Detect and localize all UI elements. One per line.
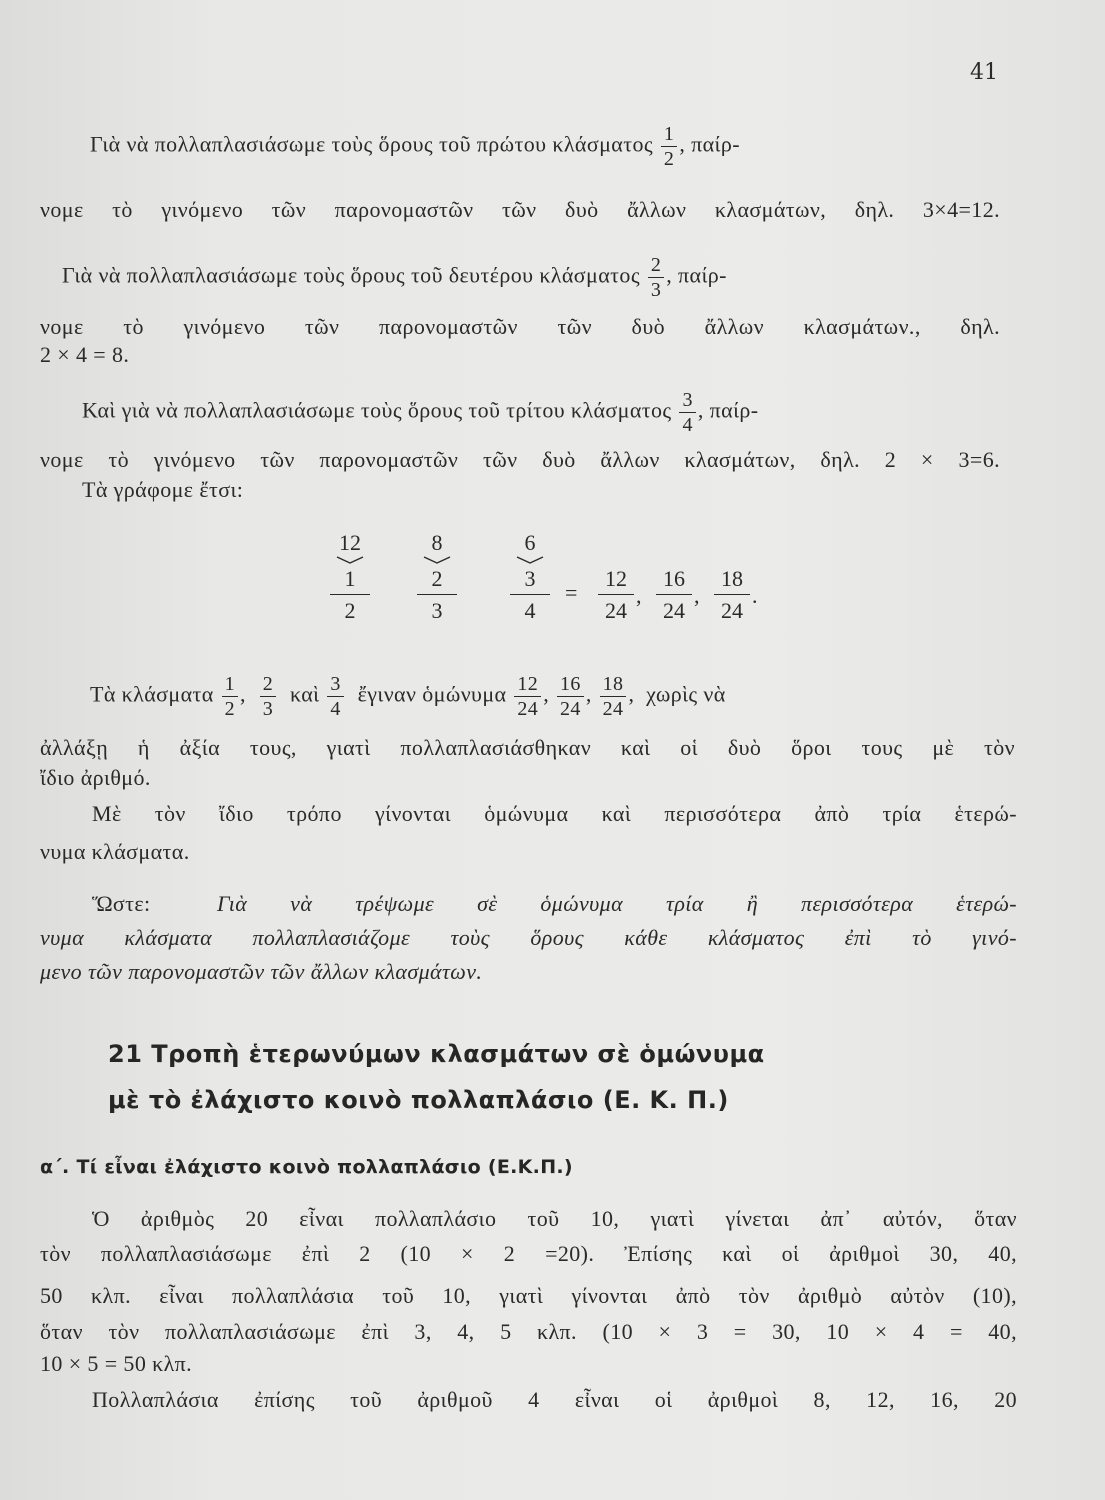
fraction-bar-1 — [330, 594, 370, 595]
fraction-1-2-b: $\frac{1}{2}$ — [222, 674, 238, 719]
p6-line3: μενο τῶν παρονομαστῶν τῶν ἄλλων κλασμάτων. — [40, 959, 483, 984]
p2-line2: νομε τὸ γινόμενο τῶν παρονομαστῶν τῶν δυὸ ἄλλων κλασμάτων., δηλ. — [40, 314, 1000, 339]
denominator-1: 2 — [344, 598, 356, 623]
result-num-2: 16 — [663, 566, 685, 591]
p6-line1 — [92, 892, 1017, 916]
result-bar-3 — [714, 594, 750, 595]
p6-line2: νυμα κλάσματα πολλαπλασιάζομε τοὺς ὅρους κάθε κλάσματος ἐπὶ τὸ γινό- — [40, 925, 1017, 950]
numerator-2: 2 — [431, 566, 443, 591]
p3-text: Καὶ γιὰ νὰ πολλαπλασιάσωμε τοὺς ὅρους τοῦ τρίτου κλάσματος — [82, 397, 672, 423]
p7-line4: ὅταν τὸν πολλαπλασιάσωμε ἐπὶ 3, 4, 5 κλπ. (10 × 3 = 30, 10 × 4 = 40, — [40, 1319, 1017, 1344]
fraction-3-4: $\frac{3}{4}$ — [679, 390, 695, 435]
multiplier-1: 12 — [339, 530, 361, 555]
p4-line3: ἴδιο ἀριθμό. — [40, 765, 151, 790]
result-den-2: 24 — [663, 598, 685, 623]
p7-line2: τὸν πολλαπλασιάσωμε ἐπὶ 2 (10 × 2 =20). Ἐπίσης καὶ οἱ ἀριθμοὶ 30, 40, — [40, 1241, 1017, 1266]
fraction-bar-3 — [510, 594, 550, 595]
multiplier-mark-3 — [516, 556, 544, 564]
fraction-3-4-b: $\frac{3}{4}$ — [327, 674, 343, 719]
multiplier-mark-2 — [423, 556, 451, 564]
equals-sign: = — [565, 580, 578, 605]
p6-rule-text: Γιὰ νὰ τρέψωμε σὲ ὁμώνυμα τρία ἢ περισσότερα ἑτερώ- — [217, 891, 1017, 916]
p4-line1: Τὰ κλάσματα $\frac{1}{2}$ , $\frac{2}{3}$ καὶ $\frac{3}{4}$ ἔγιναν ὁμώνυμα $\frac{12}{24}$ , $\frac{16}{24}$ , $\frac{18}{24}$ , χωρὶς νὰ — [90, 673, 726, 720]
p3-text-end: , παίρ- — [697, 397, 759, 423]
section-title-line2: μὲ τὸ ἐλάχιστο κοινὸ πολλαπλάσιο (Ε. Κ. Π.) — [108, 1086, 729, 1114]
result-comma-2: , — [694, 583, 700, 608]
p7-line3: 50 κλπ. εἶναι πολλαπλάσια τοῦ 10, γιατὶ γίνονται ἀπὸ τὸν ἀριθμὸ αὐτὸν (10), — [40, 1283, 1017, 1308]
p1-line2: νομε τὸ γινόμενο τῶν παρονομαστῶν τῶν δυὸ ἄλλων κλασμάτων, δηλ. 3×4=12. — [40, 197, 1000, 222]
result-comma-1: , — [636, 583, 642, 608]
p6-lead: Ὥστε: — [92, 891, 151, 916]
result-den-3: 24 — [721, 598, 743, 623]
p1-text-end: , παίρ- — [679, 131, 740, 157]
p1-line1 — [90, 124, 1000, 169]
denominator-2: 3 — [431, 598, 443, 623]
fraction-2-3: $\frac{2}{3}$ — [648, 255, 664, 300]
result-num-1: 12 — [605, 566, 627, 591]
p4-line2: ἀλλάξῃ ἡ ἀξία τους, γιατὶ πολλαπλασιάσθηκαν καὶ οἱ δυὸ ὅροι τους μὲ τὸν — [40, 735, 1015, 760]
p4-suffix: χωρὶς νὰ — [646, 681, 726, 707]
p2-text: Γιὰ νὰ πολλαπλασιάσωμε τοὺς ὅρους τοῦ δευτέρου κλάσματος — [62, 262, 640, 288]
p5-line2: νυμα κλάσματα. — [40, 839, 190, 864]
page-number: 41 — [970, 60, 998, 85]
section-title-line1: 21 Τροπὴ ἑτερωνύμων κλασμάτων σὲ ὁμώνυμα — [108, 1040, 765, 1068]
p1-text: Γιὰ νὰ πολλαπλασιάσωμε τοὺς ὅρους τοῦ πρώτου κλάσματος — [90, 131, 653, 157]
multiplier-3: 6 — [524, 530, 536, 555]
p3-line1 — [82, 390, 1002, 435]
p5-line1: Μὲ τὸν ἴδιο τρόπο γίνονται ὁμώνυμα καὶ περισσότερα ἀπὸ τρία ἑτερώ- — [92, 801, 1017, 826]
p3-line3: Τὰ γράφομε ἔτσι: — [82, 477, 244, 502]
p3-line2: νομε τὸ γινόμενο τῶν παρονομαστῶν τῶν δυὸ ἄλλων κλασμάτων, δηλ. 2 × 3=6. — [40, 447, 1000, 472]
result-period: . — [752, 583, 758, 608]
fraction-12-24: $\frac{12}{24}$ — [514, 674, 541, 719]
p2-line1 — [62, 255, 1002, 300]
result-bar-2 — [656, 594, 692, 595]
fraction-16-24: $\frac{16}{24}$ — [557, 674, 584, 719]
multiplier-mark-1 — [336, 556, 364, 564]
numerator-1: 1 — [344, 566, 356, 591]
p2-line3: 2 × 4 = 8. — [40, 342, 130, 367]
p2-text-end: , παίρ- — [666, 262, 727, 288]
result-num-3: 18 — [721, 566, 743, 591]
p4-prefix: Τὰ κλάσματα — [90, 681, 214, 707]
p7-line5: 10 × 5 = 50 κλπ. — [40, 1351, 193, 1376]
subsection-title: α΄. Τί εἶναι ἐλάχιστο κοινὸ πολλαπλάσιο (Ε.Κ.Π.) — [40, 1156, 573, 1178]
fraction-18-24: $\frac{18}{24}$ — [600, 674, 627, 719]
p7-line1: Ὁ ἀριθμὸς 20 εἶναι πολλαπλάσιο τοῦ 10, γιατὶ γίνεται ἀπ᾿ αὐτόν, ὅταν — [92, 1206, 1017, 1231]
p4-became: ἔγιναν ὁμώνυμα — [357, 681, 507, 707]
fraction-1-2: $\frac{1}{2}$ — [661, 124, 677, 169]
fraction-2-3-b: $\frac{2}{3}$ — [260, 674, 276, 719]
p4-and: καὶ — [289, 681, 320, 707]
fraction-bar-2 — [417, 594, 457, 595]
denominator-3: 4 — [524, 598, 536, 623]
numerator-3: 3 — [524, 566, 536, 591]
p8-line1: Πολλαπλάσια ἐπίσης τοῦ ἀριθμοῦ 4 εἶναι οἱ ἀριθμοὶ 8, 12, 16, 20 — [92, 1387, 1017, 1412]
result-bar-1 — [598, 594, 634, 595]
multiplier-2: 8 — [431, 530, 443, 555]
result-den-1: 24 — [605, 598, 627, 623]
